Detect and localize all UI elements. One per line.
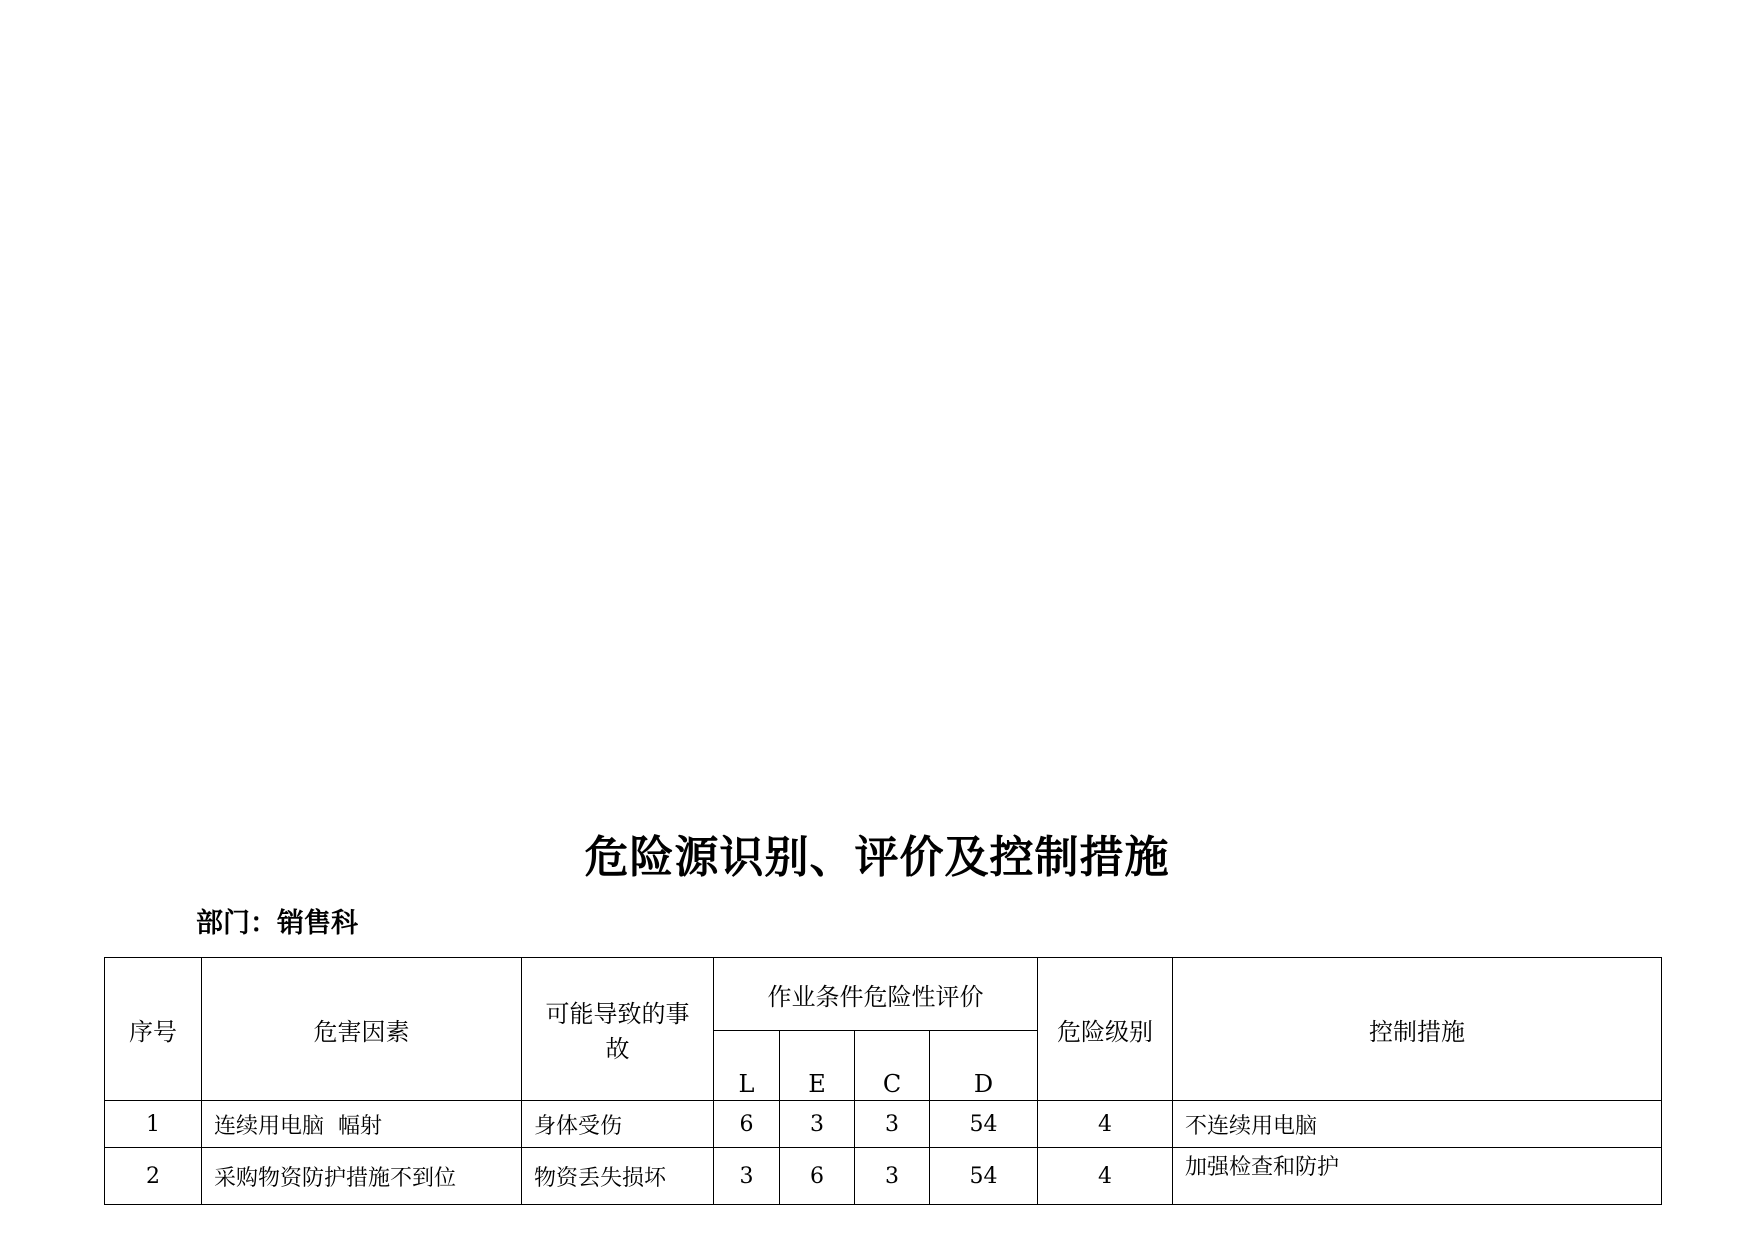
row-accident: 身体受伤 bbox=[522, 1101, 714, 1148]
header-accident: 可能导致的事故 bbox=[522, 958, 714, 1101]
row-measures: 不连续用电脑 bbox=[1173, 1101, 1662, 1148]
header-c: C bbox=[855, 1031, 930, 1101]
row-l: 3 bbox=[714, 1148, 780, 1205]
header-d: D bbox=[930, 1031, 1038, 1101]
table-row bbox=[105, 1148, 1662, 1205]
header-hazard: 危害因素 bbox=[202, 958, 522, 1101]
table-header-row bbox=[105, 958, 1662, 1031]
row-d: 54 bbox=[930, 1148, 1038, 1205]
hazard-table bbox=[104, 957, 1662, 1205]
row-level: 4 bbox=[1038, 1148, 1173, 1205]
header-evaluation-group: 作业条件危险性评价 bbox=[714, 958, 1038, 1031]
header-l: L bbox=[714, 1031, 780, 1101]
table-row bbox=[105, 1101, 1662, 1148]
header-level: 危险级别 bbox=[1038, 958, 1173, 1101]
header-measures: 控制措施 bbox=[1173, 958, 1662, 1101]
row-e: 3 bbox=[780, 1101, 855, 1148]
row-hazard: 采购物资防护措施不到位 bbox=[202, 1148, 522, 1205]
row-index: 2 bbox=[105, 1148, 202, 1205]
department-label: 部门：销售科 bbox=[196, 908, 358, 939]
row-l: 6 bbox=[714, 1101, 780, 1148]
row-level: 4 bbox=[1038, 1101, 1173, 1148]
row-measures: 加强检查和防护 bbox=[1173, 1148, 1662, 1205]
row-d: 54 bbox=[930, 1101, 1038, 1148]
header-e: E bbox=[780, 1031, 855, 1101]
row-index: 1 bbox=[105, 1101, 202, 1148]
row-c: 3 bbox=[855, 1101, 930, 1148]
row-hazard: 连续用电脑 幅射 bbox=[202, 1101, 522, 1148]
row-c: 3 bbox=[855, 1148, 930, 1205]
document-title: 危险源识别、评价及控制措施 bbox=[584, 832, 1170, 883]
row-accident: 物资丢失损坏 bbox=[522, 1148, 714, 1205]
row-e: 6 bbox=[780, 1148, 855, 1205]
header-index: 序号 bbox=[105, 958, 202, 1101]
